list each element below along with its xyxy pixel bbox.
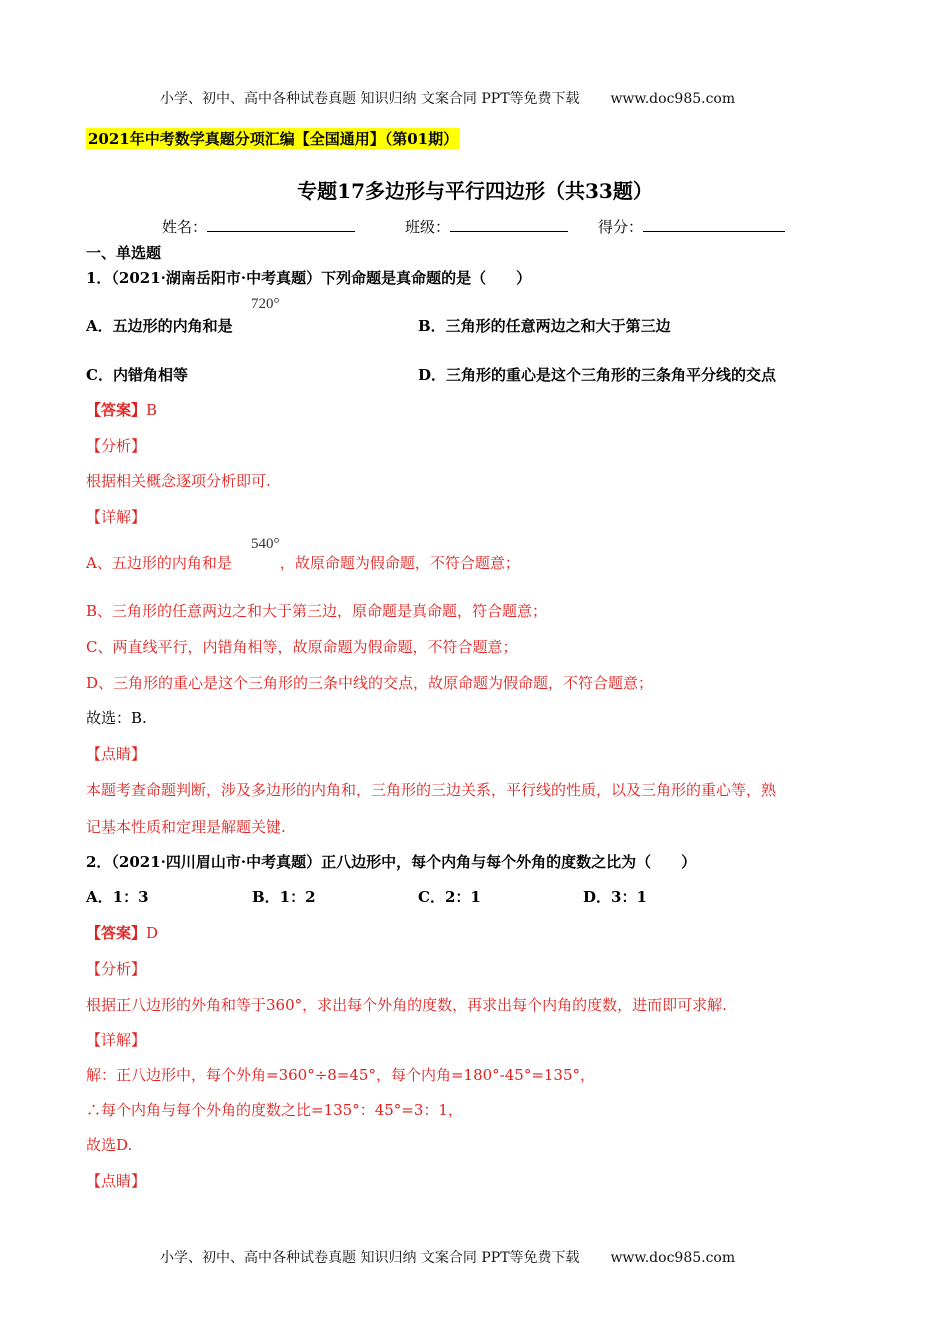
q2-comment-label: 【点睛】 — [86, 1172, 147, 1190]
q1-analysis: 根据相关概念逐项分析即可. — [86, 472, 271, 490]
q2-option-a: A．1：3 — [86, 888, 149, 906]
q2-analysis: 根据正八边形的外角和等于360°，求出每个外角的度数，再求出每个内角的度数，进而即可求解. — [86, 996, 727, 1014]
score-label: 得分： — [598, 218, 644, 236]
page-header — [160, 88, 735, 108]
q1-detail-c: C、两直线平行，内错角相等，故原命题为假命题，不符合题意； — [86, 638, 518, 656]
class-blank[interactable] — [450, 218, 568, 232]
q1-option-c: C．内错角相等 — [86, 366, 188, 384]
q1-analysis-label: 【分析】 — [86, 437, 147, 455]
q1-detail-a-post: ，故原命题为假命题，不符合题意； — [279, 554, 520, 572]
footer-url[interactable]: www.doc985.com — [610, 1250, 736, 1266]
q2-detail-line2: ∴每个内角与每个外角的度数之比=135°：45°=3：1， — [86, 1101, 463, 1119]
class-label: 班级： — [405, 218, 451, 236]
q1-option-d: D．三角形的重心是这个三角形的三条角平分线的交点 — [418, 366, 777, 384]
q1-answer-value: B — [146, 401, 158, 419]
q1-choose: 故选：B. — [86, 709, 147, 727]
name-field[interactable] — [162, 216, 355, 237]
q2-option-d: D．3：1 — [583, 888, 647, 906]
series-banner: 2021年中考数学真题分项汇编【全国通用】（第01期） — [88, 130, 459, 148]
score-field[interactable] — [598, 216, 785, 237]
q2-option-b: B．1：2 — [252, 888, 316, 906]
q1-option-a-value: 720° — [251, 296, 280, 312]
q2-choose: 故选D. — [86, 1136, 133, 1154]
class-field[interactable] — [405, 216, 568, 237]
q2-detail-line1: 解：正八边形中，每个外角=360°÷8=45°，每个内角=180°-45°=135°， — [86, 1066, 596, 1084]
name-label: 姓名： — [162, 218, 208, 236]
header-text: 小学、初中、高中各种试卷真题 知识归纳 文案合同 PPT等免费下载 — [160, 91, 580, 107]
q2-analysis-label: 【分析】 — [86, 960, 147, 978]
q1-option-b: B．三角形的任意两边之和大于第三边 — [418, 317, 671, 335]
q2-option-c: C．2：1 — [418, 888, 481, 906]
q1-detail-b: B、三角形的任意两边之和大于第三边，原命题是真命题，符合题意； — [86, 602, 548, 620]
page-title: 专题17多边形与平行四边形（共33题） — [297, 179, 653, 203]
q2-stem: 2．（2021·四川眉山市·中考真题）正八边形中，每个内角与每个外角的度数之比为（ ） — [86, 853, 697, 871]
footer-text: 小学、初中、高中各种试卷真题 知识归纳 文案合同 PPT等免费下载 — [160, 1250, 580, 1266]
section-heading: 一、单选题 — [86, 244, 162, 262]
header-url[interactable]: www.doc985.com — [610, 91, 736, 107]
q1-detail-a — [86, 552, 520, 573]
q1-comment-label: 【点睛】 — [86, 745, 147, 763]
q1-stem: 1．（2021·湖南岳阳市·中考真题）下列命题是真命题的是（ ） — [86, 269, 532, 287]
q2-answer — [86, 922, 158, 943]
q2-answer-label: 【答案】 — [86, 924, 147, 942]
q1-option-a: A．五边形的内角和是 — [86, 317, 233, 335]
q1-answer-label: 【答案】 — [86, 401, 147, 419]
q1-detail-a-pre: A、五边形的内角和是 — [86, 554, 232, 572]
q1-comment-line2: 记基本性质和定理是解题关键. — [86, 818, 286, 836]
score-blank[interactable] — [643, 218, 785, 232]
q1-detail-value: 540° — [251, 536, 280, 552]
page-footer — [160, 1247, 735, 1267]
name-blank[interactable] — [207, 218, 355, 232]
q1-answer — [86, 399, 157, 420]
q1-comment-line1: 本题考查命题判断，涉及多边形的内角和，三角形的三边关系，平行线的性质，以及三角形的重心等，熟 — [86, 781, 777, 799]
q1-detail-label: 【详解】 — [86, 508, 147, 526]
q2-detail-label: 【详解】 — [86, 1031, 147, 1049]
q2-answer-value: D — [146, 924, 159, 942]
q1-detail-d: D、三角形的重心是这个三角形的三条中线的交点，故原命题为假命题，不符合题意； — [86, 674, 654, 692]
